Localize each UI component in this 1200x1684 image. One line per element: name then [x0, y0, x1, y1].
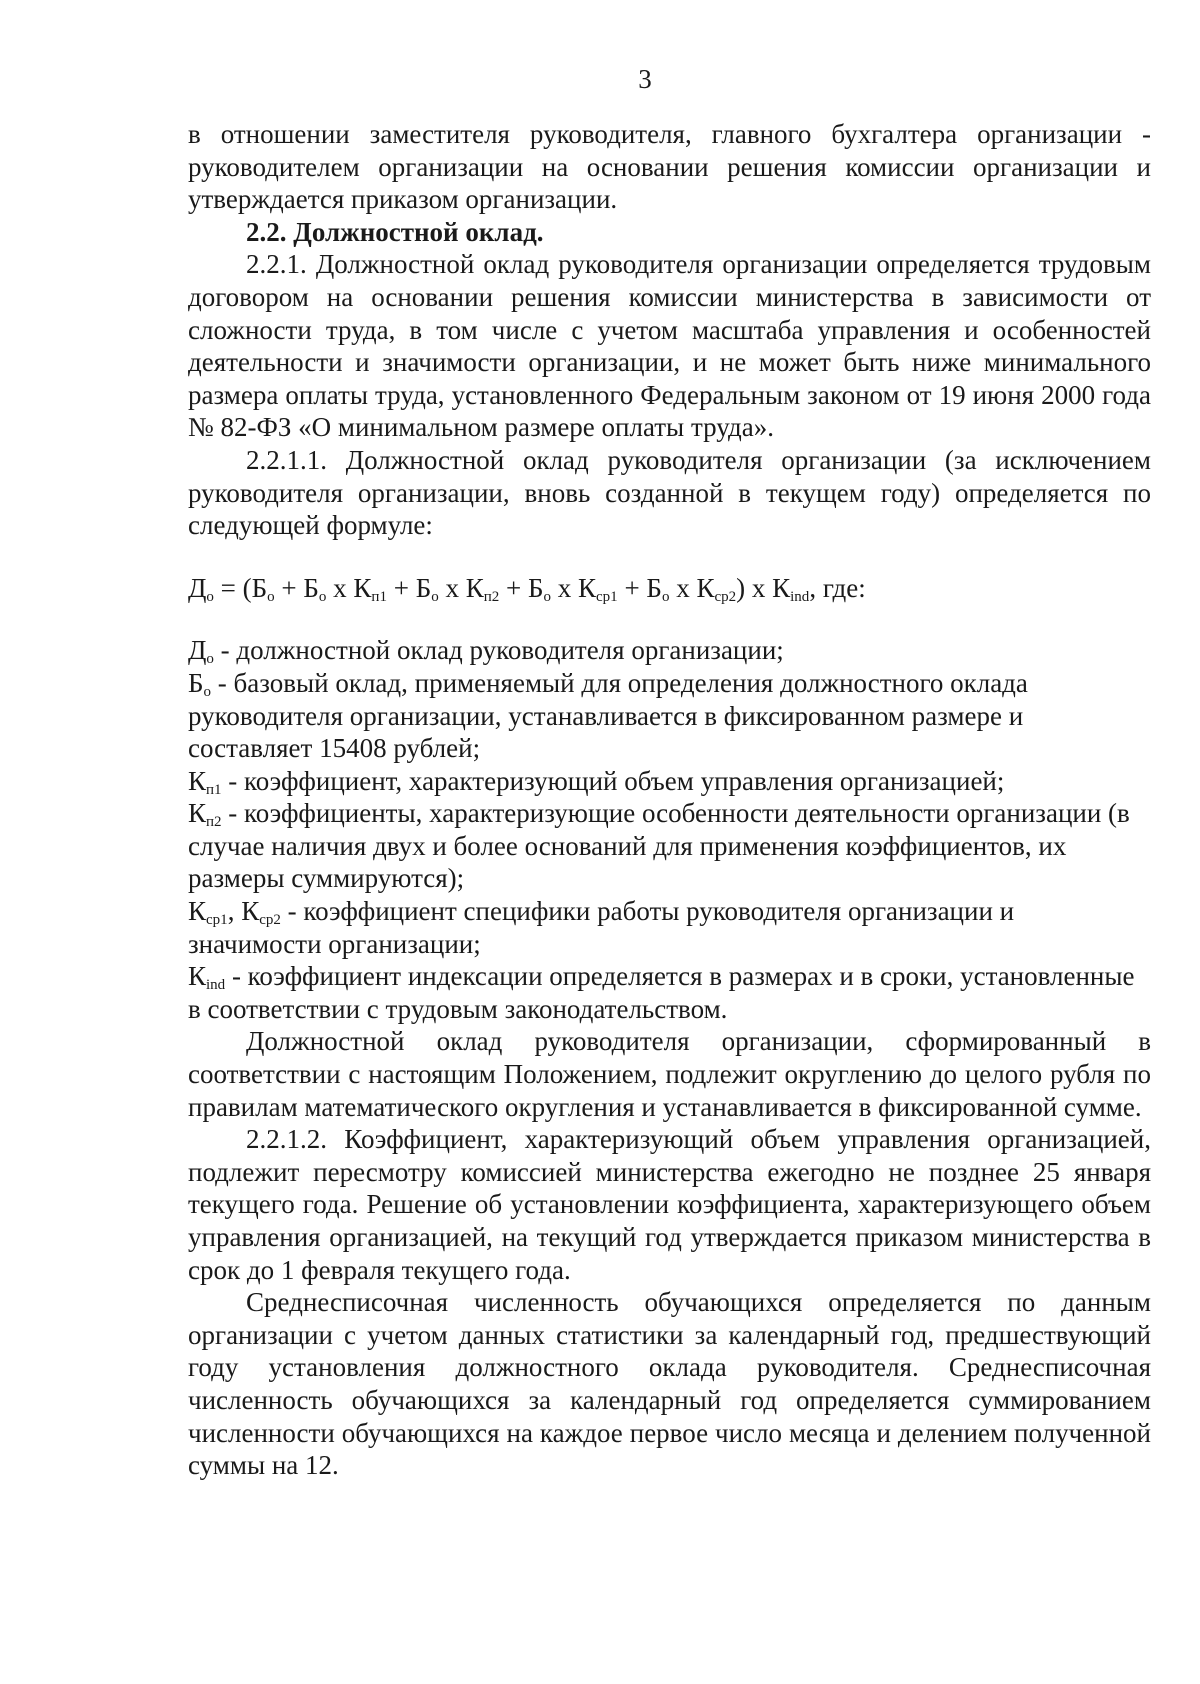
paragraph-2-2-1: 2.2.1. Должностной оклад руководителя организации определяется трудовым договором на основании решения комиссии министерства в зависимости от сложности труда, в том числе с учетом масштаба управления и особенностей деятельности и значимости организации, и не может быть ниже минимального размера оплаты труда, установленного Федеральным законом от 19 июня 2000 года № 82-ФЗ «О минимальном размере оплаты труда».	[188, 249, 1151, 443]
page-number: 3	[638, 64, 652, 94]
document-body	[188, 118, 1151, 1482]
paragraph-2-2-1-2: 2.2.1.2. Коэффициент, характеризующий объем управления организацией, подлежит пересмотру комиссией министерства ежегодно не позднее 25 января текущего года. Решение об установлении коэффициента, характеризующего объем управления организацией, на текущий год утверждается приказом министерства в срок до 1 февраля текущего года.	[188, 1124, 1151, 1285]
definition-k-sr: $К_{ср1}$, $К_{ср2}$ - коэффициент специфики работы руководителя организации и значимости организации;	[188, 896, 1015, 959]
salary-formula: $Д_о = (Б_о + Б_о$ х $К_{п1} + Б_о$ х $К_{п2} + Б_о$ х $К_{ср1} + Б_о$ х $К_{ср2}$) х $К_{ind}$, где:	[188, 572, 866, 605]
paragraph-rounding: Должностной оклад руководителя организации, сформированный в соответствии с настоящим Положением, подлежит округлению до целого рубля по правилам математического округления и устанавливается в фиксированной сумме.	[188, 1026, 1151, 1122]
paragraph-average-headcount: Среднесписочная численность обучающихся определяется по данным организации с учетом данных статистики за календарный год, предшествующий году установления должностного оклада руководителя. Среднесписочная численность обучающихся за календарный год определяется суммированием численности обучающихся на каждое первое число месяца и делением полученной суммы на 12.	[188, 1287, 1151, 1481]
paragraph-2-2-1-1: 2.2.1.1. Должностной оклад руководителя организации (за исключением руководителя организации, вновь созданной в текущем году) определяется по следующей формуле:	[188, 444, 1151, 541]
definition-k-p2: $К_{п2}$ - коэффициенты, характеризующие особенности деятельности организации (в случае наличия двух и более оснований для применения коэффициентов, их размеры суммируются);	[188, 798, 1130, 894]
paragraph-intro: в отношении заместителя руководителя, главного бухгалтера организации - руководителем организации на основании решения комиссии организации и утверждается приказом организации.	[188, 119, 1151, 215]
definition-b-o: $Б_о$ - базовый оклад, применяемый для определения должностного оклада руководителя организации, устанавливается в фиксированном размере и составляет 15408 рублей;	[188, 667, 1028, 764]
section-heading: 2.2. Должностной оклад.	[246, 216, 544, 247]
definition-k-p1: $К_{п1}$ - коэффициент, характеризующий объем управления организацией;	[188, 765, 1005, 798]
definition-d-o: $Д_о$ - должностной оклад руководителя организации;	[188, 635, 784, 668]
definition-k-ind: $К_{ind}$ - коэффициент индексации определяется в размерах и в сроки, установленные в соответствии с трудовым законодательством.	[188, 961, 1135, 1024]
